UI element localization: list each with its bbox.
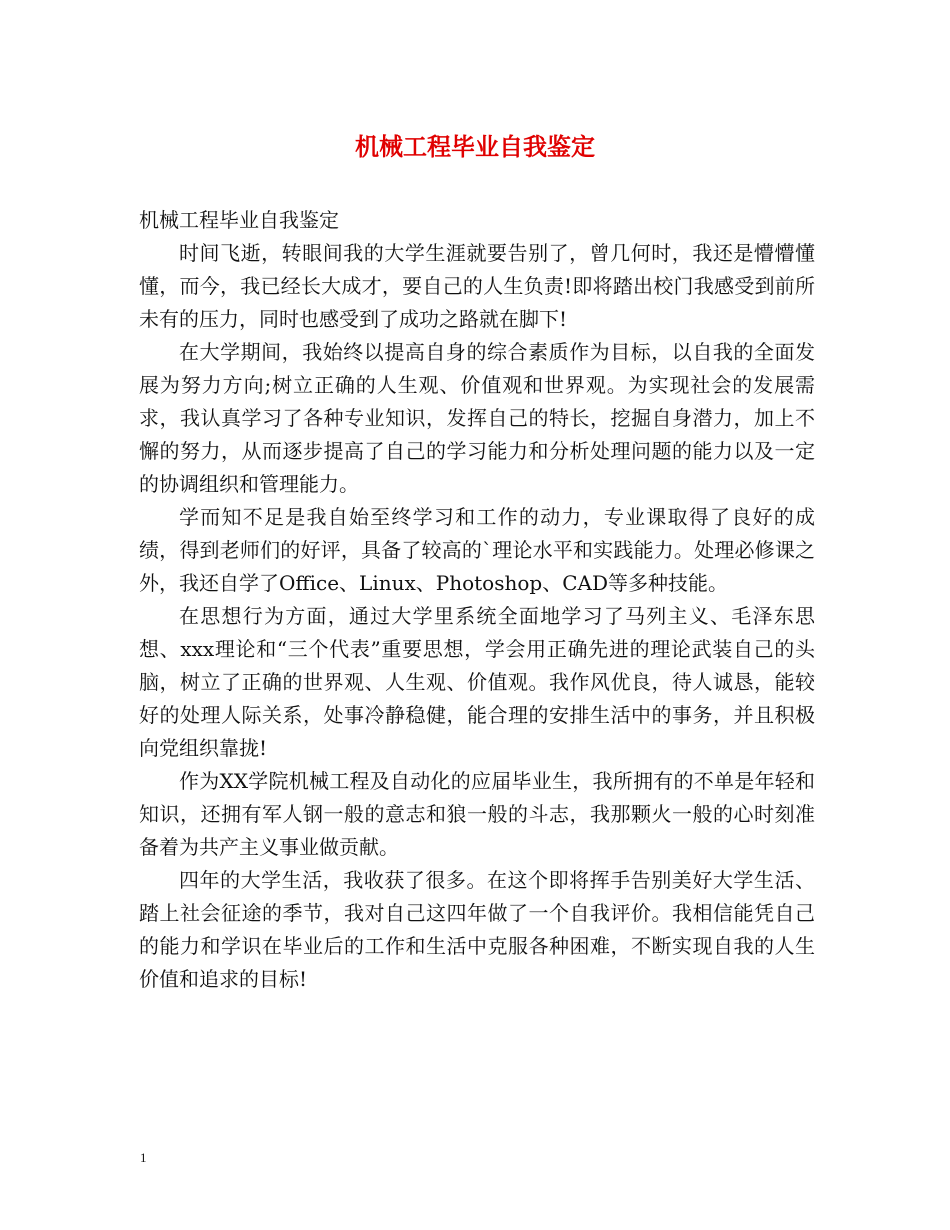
paragraph-2: 在大学期间，我始终以提高自身的综合素质作为目标，以自我的全面发展为努力方向;树立正确的人生观、价值观和世界观。为实现社会的发展需求，我认真学习了各种专业知识，发挥自己的特长，挖掘自身潜力，加上不懈的努力，从而逐步提高了自己的学习能力和分析处理问题的能力以及一定的协调组织和管理能力。 [139, 340, 815, 496]
paragraph-5: 作为XX学院机械工程及自动化的应届毕业生，我所拥有的不单是年轻和知识，还拥有军人钢一般的意志和狼一般的斗志，我那颗火一般的心时刻准备着为共产主义事业做贡献。 [139, 769, 815, 859]
paragraph-1: 时间飞逝，转眼间我的大学生涯就要告别了，曾几何时，我还是懵懵懂懂，而今，我已经长大成才，要自己的人生负责!即将踏出校门我感受到前所未有的压力，同时也感受到了成功之路就在脚下! [139, 241, 815, 331]
document-title: 机械工程毕业自我鉴定 [355, 132, 595, 161]
page-number: 1 [140, 1150, 147, 1165]
document-body [139, 204, 815, 996]
paragraph-6: 四年的大学生活，我收获了很多。在这个即将挥手告别美好大学生活、踏上社会征途的季节，我对自己这四年做了一个自我评价。我相信能凭自己的能力和学识在毕业后的工作和生活中克服各种困难，不断实现自我的人生价值和追求的目标! [139, 868, 815, 991]
document-subtitle: 机械工程毕业自我鉴定 [139, 208, 339, 232]
paragraph-4: 在思想行为方面，通过大学里系统全面地学习了马列主义、毛泽东思想、xxx理论和“三个代表”重要思想，学会用正确先进的理论武装自己的头脑，树立了正确的世界观、人生观、价值观。我作风优良，待人诚恳，能较好的处理人际关系，处事冷静稳健，能合理的安排生活中的事务，并且积极向党组织靠拢! [139, 604, 815, 760]
paragraph-3: 学而知不足是我自始至终学习和工作的动力，专业课取得了良好的成绩，得到老师们的好评，具备了较高的`理论水平和实践能力。处理必修课之外，我还自学了Office、Linux、Photoshop、CAD等多种技能。 [139, 505, 815, 595]
